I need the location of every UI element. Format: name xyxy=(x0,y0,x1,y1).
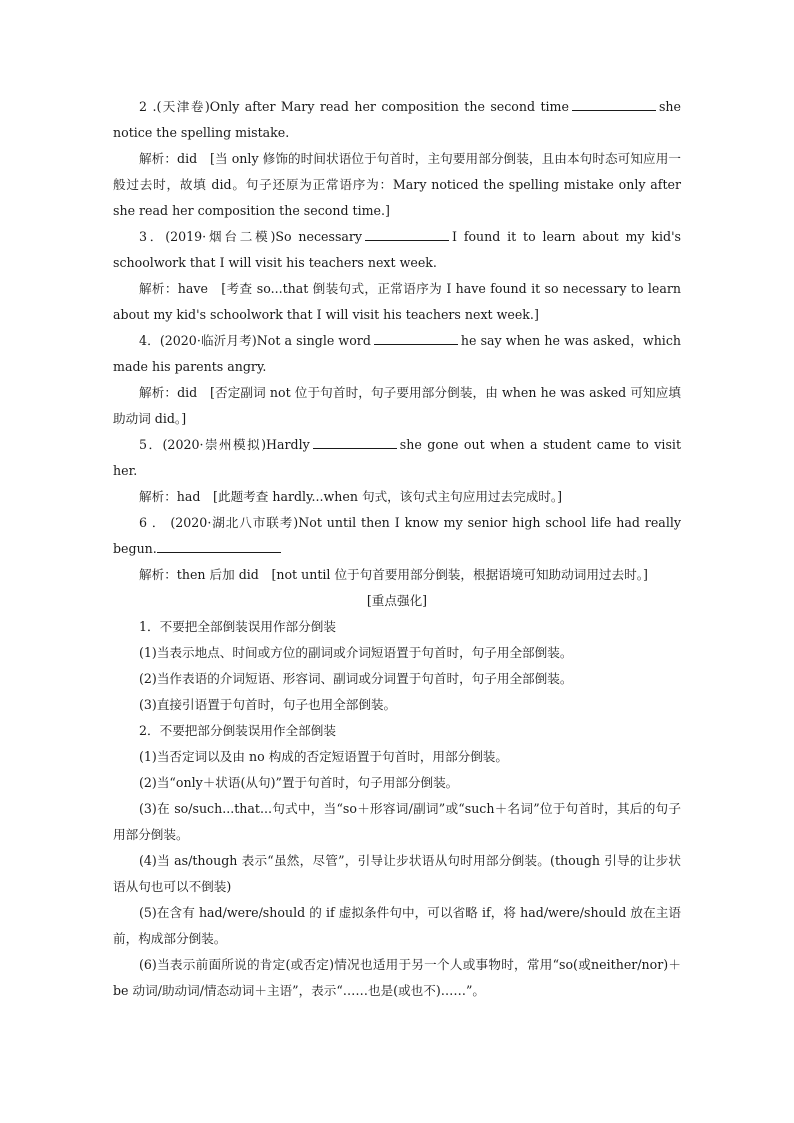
answer-blank xyxy=(572,97,656,111)
answer-blank xyxy=(365,227,449,241)
point-heading: 1．不要把全部倒装误用作部分倒装 xyxy=(139,619,336,634)
question-text: 2 .(天津卷)Only after Mary read her composition the second time xyxy=(139,99,569,114)
answer-blank xyxy=(313,435,397,449)
point-item: (3)直接引语置于句首时，句子也用全部倒装。 xyxy=(139,697,397,712)
analysis-5: 解析：had [此题考查 hardly...when 句式，该句式主句应用过去完成时。] xyxy=(139,489,563,504)
point-heading: 2．不要把部分倒装误用作全部倒装 xyxy=(139,723,336,738)
point-item: (2)当“only＋状语(从句)”置于句首时，句子用部分倒装。 xyxy=(139,775,459,790)
point-item: (3)在 so/such...that...句式中，当“so＋形容词/副词”或“such＋名词”位于句首时，其后的句子用部分倒装。 xyxy=(113,801,681,842)
question-text: she notice the spelling mistake. xyxy=(113,99,681,140)
analysis-4: 解析：did [否定副词 not 位于句首时，句子要用部分倒装，由 when he was asked 可知应填助动词 did。] xyxy=(113,385,681,426)
question-text: 3．(2019·烟台二模)So necessary xyxy=(139,229,363,244)
question-text: 4．(2020·临沂月考)Not a single word xyxy=(139,333,371,348)
point-item: (1)当表示地点、时间或方位的副词或介词短语置于句首时，句子用全部倒装。 xyxy=(139,645,573,660)
question-text: I found it to learn about my kid's schoolwork that I will visit his teachers next week. xyxy=(113,229,681,270)
question-text: 5．(2020·崇州模拟)Hardly xyxy=(139,437,310,452)
point-item: (1)当否定词以及由 no 构成的否定短语置于句首时，用部分倒装。 xyxy=(139,749,508,764)
point-item: (2)当作表语的介词短语、形容词、副词或分词置于句首时，句子用全部倒装。 xyxy=(139,671,573,686)
point-item: (6)当表示前面所说的肯定(或否定)情况也适用于另一个人或事物时，常用“so(或neither/nor)＋be 动词/助动词/情态动词＋主语”，表示“……也是(或也不)……”。 xyxy=(113,957,681,998)
question-text: 6 ． (2020·湖北八市联考)Not until then I know my senior high school life had really begun. xyxy=(113,515,681,556)
section-title: [重点强化] xyxy=(366,593,428,608)
question-2 xyxy=(113,94,681,146)
question-5 xyxy=(113,432,681,484)
answer-blank xyxy=(157,539,281,553)
analysis-6: 解析：then 后加 did [not until 位于句首要用部分倒装，根据语境可知助动词用过去时。] xyxy=(139,567,648,582)
answer-blank xyxy=(374,331,458,345)
question-6 xyxy=(113,510,681,562)
point-item: (4)当 as/though 表示“虽然，尽管”，引导让步状语从句时用部分倒装。(though 引导的让步状语从句也可以不倒装) xyxy=(113,853,681,894)
page-content xyxy=(113,94,681,1004)
question-4 xyxy=(113,328,681,380)
question-text: he say when he was asked，which made his parents angry. xyxy=(113,333,681,374)
question-3 xyxy=(113,224,681,276)
point-item: (5)在含有 had/were/should 的 if 虚拟条件句中，可以省略 if，将 had/were/should 放在主语前，构成部分倒装。 xyxy=(113,905,681,946)
analysis-3: 解析：have [考查 so...that 倒装句式，正常语序为 I have found it so necessary to learn about my kid's schoolwork that I will visit his teachers next week.] xyxy=(113,281,681,322)
question-text: she gone out when a student came to visit her. xyxy=(113,437,681,478)
analysis-2: 解析：did [当 only 修饰的时间状语位于句首时，主句要用部分倒装，且由本句时态可知应用一般过去时，故填 did。句子还原为正常语序为：Mary noticed the spelling mistake only after she read her composition the second time.] xyxy=(113,151,681,218)
